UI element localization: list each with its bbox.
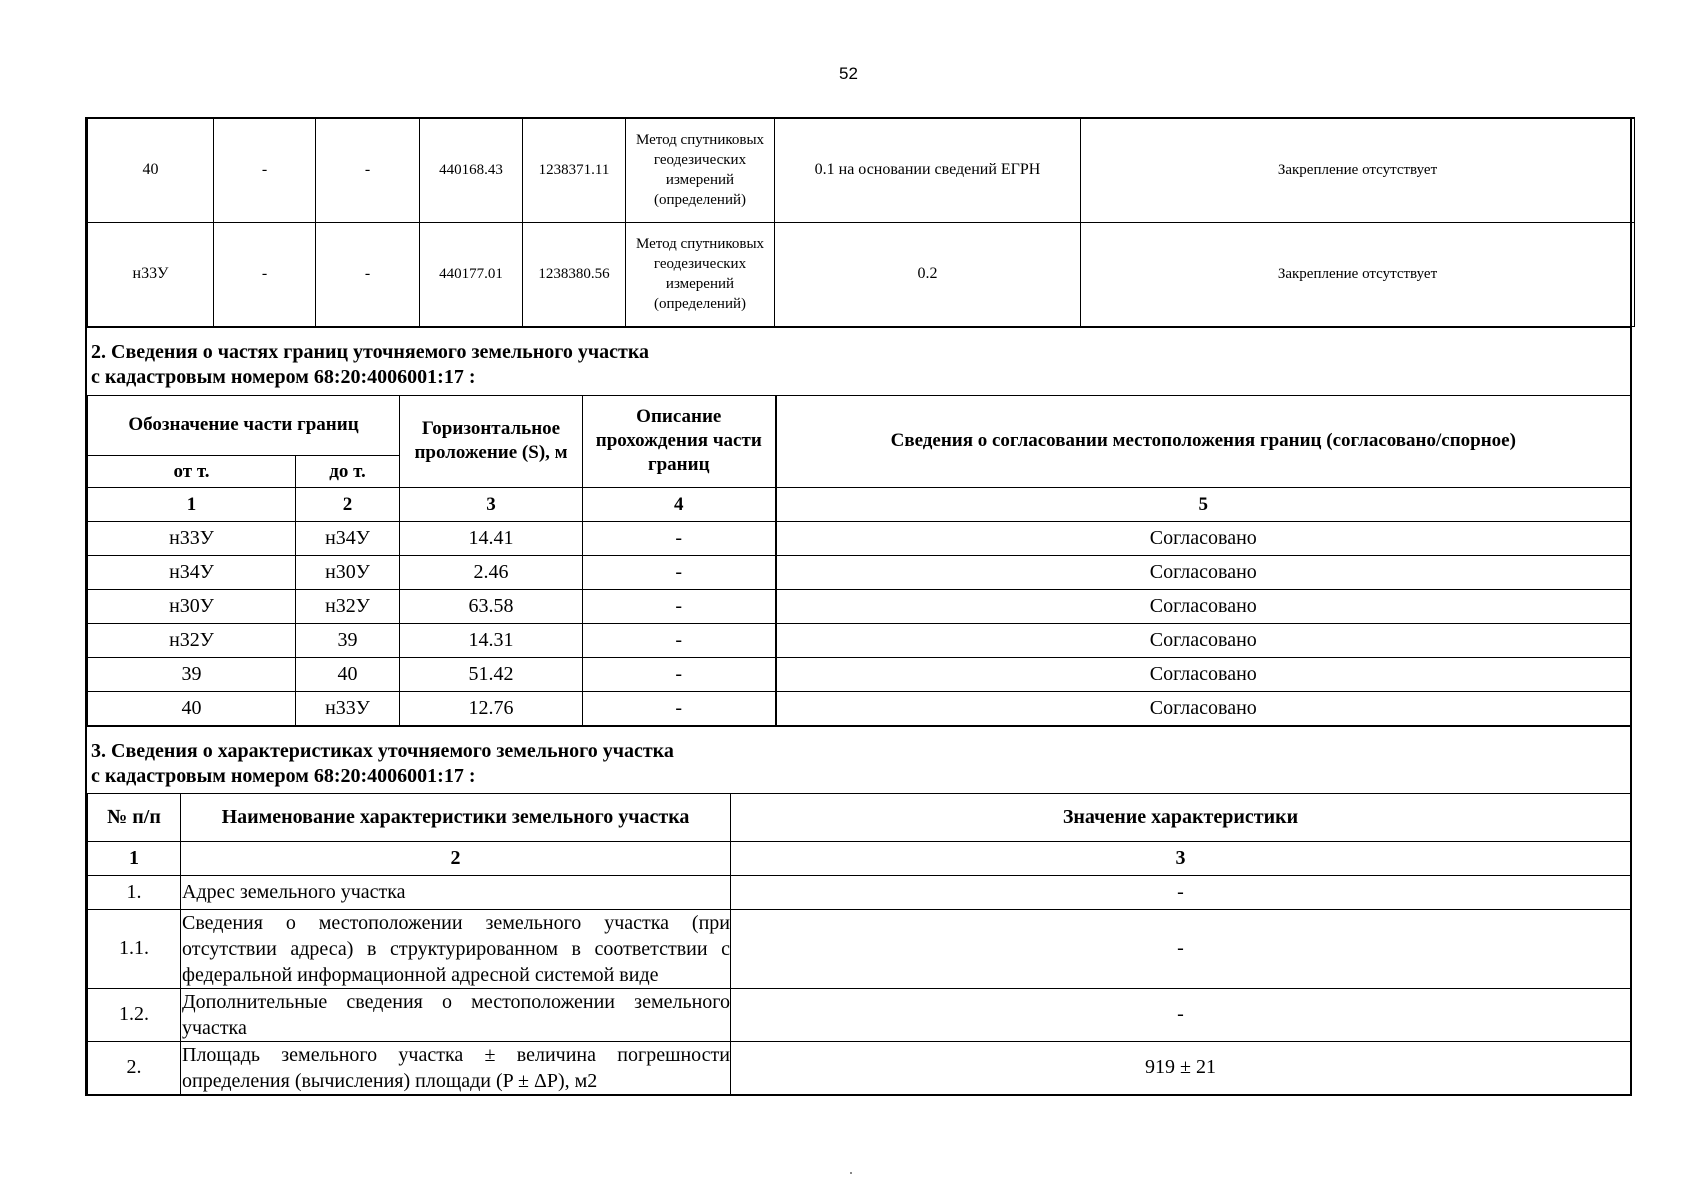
from-point: н34У — [88, 556, 296, 590]
horizontal-length: 14.41 — [400, 522, 583, 556]
accuracy: 0.2 — [775, 222, 1081, 326]
to-point: н32У — [296, 590, 400, 624]
coordinate-x: 440177.01 — [420, 222, 523, 326]
cell: - — [214, 222, 316, 326]
header-from: от т. — [88, 456, 296, 488]
from-point: н30У — [88, 590, 296, 624]
header-number: № п/п — [88, 794, 181, 841]
cell: - — [316, 118, 420, 222]
characteristic-name: Дополнительные сведения о местоположении земельного участка — [181, 988, 731, 1041]
description: - — [583, 624, 776, 658]
table-row — [88, 522, 1631, 556]
header-description: Описание прохождения части границ — [583, 396, 776, 488]
header-characteristic-name: Наименование характеристики земельного участка — [181, 794, 731, 841]
fixing: Закрепление отсутствует — [1081, 222, 1635, 326]
header-designation: Обозначение части границ — [88, 396, 400, 456]
column-number: 2 — [181, 841, 731, 875]
from-point: н32У — [88, 624, 296, 658]
agreement-status: Согласовано — [776, 590, 1631, 624]
characteristic-name: Площадь земельного участка ± величина погрешности определения (вычисления) площади (P ± ΔP), м2 — [181, 1041, 731, 1094]
land-characteristics-table — [87, 794, 1631, 1094]
description: - — [583, 590, 776, 624]
header-horizontal: Горизонтальное проложение (S), м — [400, 396, 583, 488]
table-row — [88, 556, 1631, 590]
to-point: н34У — [296, 522, 400, 556]
from-point: 39 — [88, 658, 296, 692]
characteristic-name: Сведения о местоположении земельного участка (при отсутствии адреса) в структурированном в соответствии с федеральной информационной адресной системой виде — [181, 909, 731, 988]
header-to: до т. — [296, 456, 400, 488]
table-row — [88, 988, 1631, 1041]
section-2-title-line2: с кадастровым номером 68:20:4006001:17 : — [91, 365, 476, 388]
agreement-status: Согласовано — [776, 658, 1631, 692]
characteristic-value: - — [731, 875, 1631, 909]
coordinate-x: 440168.43 — [420, 118, 523, 222]
method: Метод спутниковых геодезических измерений (определений) — [626, 222, 775, 326]
to-point: н33У — [296, 692, 400, 726]
table-row — [88, 624, 1631, 658]
row-number: 2. — [88, 1041, 181, 1094]
table-row — [88, 118, 1635, 222]
table-row — [88, 590, 1631, 624]
column-numbers-row — [88, 488, 1631, 522]
from-point: 40 — [88, 692, 296, 726]
header-characteristic-value: Значение характеристики — [731, 794, 1631, 841]
point-name: 40 — [88, 118, 214, 222]
row-number: 1. — [88, 875, 181, 909]
section-3-title-line2: с кадастровым номером 68:20:4006001:17 : — [91, 765, 476, 787]
column-number: 3 — [400, 488, 583, 522]
to-point: 40 — [296, 658, 400, 692]
column-number: 3 — [731, 841, 1631, 875]
from-point: н33У — [88, 522, 296, 556]
column-number: 1 — [88, 841, 181, 875]
column-number: 1 — [88, 488, 296, 522]
table-row — [88, 875, 1631, 909]
cell: - — [316, 222, 420, 326]
description: - — [583, 522, 776, 556]
point-name: н33У — [88, 222, 214, 326]
table-row — [88, 909, 1631, 988]
cell: - — [214, 118, 316, 222]
agreement-status: Согласовано — [776, 522, 1631, 556]
characteristic-value: - — [731, 909, 1631, 988]
section-2-title — [87, 327, 1630, 396]
to-point: н30У — [296, 556, 400, 590]
scan-dot — [850, 1172, 852, 1174]
coordinate-y: 1238380.56 — [523, 222, 626, 326]
column-number: 4 — [583, 488, 776, 522]
horizontal-length: 63.58 — [400, 590, 583, 624]
horizontal-length: 2.46 — [400, 556, 583, 590]
table-row — [88, 692, 1631, 726]
agreement-status: Согласовано — [776, 556, 1631, 590]
agreement-status: Согласовано — [776, 692, 1631, 726]
column-numbers-row — [88, 841, 1631, 875]
characteristic-name: Адрес земельного участка — [181, 875, 731, 909]
section-2-title-line1: 2. Сведения о частях границ уточняемого земельного участка — [91, 340, 650, 363]
section-3-title — [87, 726, 1630, 794]
horizontal-length: 51.42 — [400, 658, 583, 692]
table-row — [88, 222, 1635, 326]
characteristic-value: 919 ± 21 — [731, 1041, 1631, 1094]
page-number: 52 — [839, 64, 858, 83]
boundary-points-table — [87, 117, 1635, 327]
section-3-title-line1: 3. Сведения о характеристиках уточняемого земельного участка — [91, 740, 674, 762]
table-row — [88, 1041, 1631, 1094]
agreement-status: Согласовано — [776, 624, 1631, 658]
method: Метод спутниковых геодезических измерений (определений) — [626, 118, 775, 222]
boundary-parts-table — [87, 396, 1631, 727]
horizontal-length: 14.31 — [400, 624, 583, 658]
characteristic-value: - — [731, 988, 1631, 1041]
table-row — [88, 658, 1631, 692]
fixing: Закрепление отсутствует — [1081, 118, 1635, 222]
coordinate-y: 1238371.11 — [523, 118, 626, 222]
horizontal-length: 12.76 — [400, 692, 583, 726]
column-number: 5 — [776, 488, 1631, 522]
description: - — [583, 556, 776, 590]
to-point: 39 — [296, 624, 400, 658]
header-agreement: Сведения о согласовании местоположения границ (согласовано/спорное) — [776, 396, 1631, 488]
accuracy: 0.1 на основании сведений ЕГРН — [775, 118, 1081, 222]
document-sheet — [85, 117, 1632, 1096]
description: - — [583, 658, 776, 692]
column-number: 2 — [296, 488, 400, 522]
row-number: 1.1. — [88, 909, 181, 988]
description: - — [583, 692, 776, 726]
row-number: 1.2. — [88, 988, 181, 1041]
